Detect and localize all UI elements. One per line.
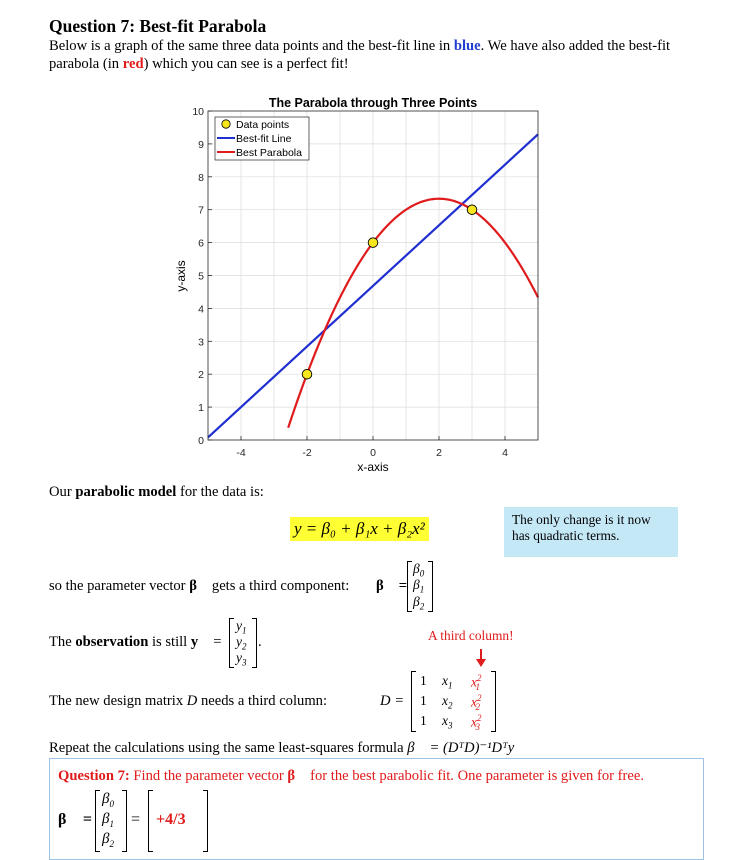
y-tick-label: 3: [198, 336, 204, 349]
question-title: Question 7: Best-fit Parabola: [49, 16, 267, 36]
answer-entry-0: $\beta_0$: [102, 791, 114, 809]
obs-entry-1: $y_1$: [236, 618, 247, 636]
data-point: [467, 205, 477, 215]
param-entry-2: $\beta_2$: [413, 594, 425, 612]
design-xsq-3: $x^2_3$: [471, 713, 482, 733]
param-sentence: [49, 578, 349, 595]
x-axis-label: x-axis: [357, 460, 389, 474]
y-tick-label: 7: [198, 204, 204, 217]
y-tick-label: 8: [198, 171, 204, 184]
y-tick-label: 0: [198, 435, 204, 447]
design-matrix: [411, 671, 496, 732]
param-text: so the parameter vector: [49, 578, 190, 594]
intro-red-word: red: [122, 56, 144, 72]
answer-entry-2: $\beta_2$: [102, 831, 114, 849]
model-sentence: [49, 484, 264, 501]
design-d: D: [186, 693, 198, 709]
legend-point-marker: [222, 120, 230, 128]
obs-entry-3: $y_3$: [236, 650, 247, 668]
observation-bold: observation: [75, 634, 149, 650]
answer-given-value[interactable]: +4/3: [156, 811, 186, 828]
observation-period: .: [258, 634, 262, 650]
note-box: The only change is it now has quadratic terms.: [504, 507, 678, 557]
design-one-2: 1: [420, 693, 427, 708]
data-point: [302, 369, 312, 379]
design-x-1: $x_1$: [442, 673, 453, 691]
legend-data-points: Data points: [236, 119, 290, 131]
design-lhs: D =: [380, 693, 405, 709]
intro-part1: Below is a graph of the same three data points and the best-fit line in: [49, 38, 454, 54]
param-entry-1: $\beta_1$: [413, 577, 425, 595]
x-tick-label: -4: [236, 447, 246, 459]
best-parabola-curve: [288, 199, 538, 428]
design-x-3: $x_3$: [442, 713, 453, 731]
param-beta: β⃗: [189, 578, 209, 594]
y-axis-label: y-axis: [174, 260, 188, 292]
legend-best-parabola: Best Parabola: [236, 147, 302, 159]
answer-lhs: β⃗ =: [58, 811, 92, 828]
y-tick-label: 4: [198, 303, 204, 316]
param-entry-0: $\beta_0$: [413, 561, 425, 579]
y-tick-label: 5: [198, 270, 204, 283]
param-matrix: [407, 561, 433, 612]
y-tick-label: 9: [198, 138, 204, 151]
x-tick-label: -2: [302, 447, 312, 459]
design-xsq-2: $x^2_2$: [471, 693, 482, 713]
chart-legend: [215, 117, 309, 160]
param-lhs: β⃗ =: [376, 578, 408, 594]
answer-equals: =: [131, 811, 141, 828]
observation-y: y⃗: [190, 634, 210, 650]
model-suffix: for the data is:: [176, 484, 264, 500]
y-tick-label: 6: [198, 237, 204, 250]
intro-blue-word: blue: [453, 38, 481, 54]
design-one-1: 1: [420, 673, 427, 688]
answer-entry-1: $\beta_1$: [102, 811, 114, 829]
model-equation: y = β₀ + β₁x + β₂x²: [290, 517, 429, 541]
chart-title: The Parabola through Three Points: [268, 96, 478, 110]
design-x-2: $x_2$: [442, 693, 453, 711]
answer-value-matrix: [148, 790, 208, 852]
down-arrow-icon: [474, 648, 488, 670]
model-prefix: Our: [49, 484, 76, 500]
third-column-label: A third column!: [428, 628, 514, 643]
param-mid: gets a third component:: [208, 578, 350, 594]
intro-part3: ) which you can see is a perfect fit!: [143, 56, 349, 72]
x-tick-label: 2: [436, 447, 442, 459]
design-xsq-1: $x^2_1$: [471, 673, 482, 693]
question-prompt: Question 7: Find the parameter vector β⃗ for the best parabolic fit. One parameter is given for free.: [58, 768, 644, 784]
repeat-formula: β⃗ = (DᵀD)⁻¹Dᵀy⃗: [407, 740, 526, 756]
design-one-3: 1: [420, 713, 427, 728]
answer-beta-matrix: [95, 790, 127, 852]
obs-entry-2: $y_2$: [236, 634, 247, 652]
observation-matrix: [229, 618, 257, 668]
model-bold: parabolic model: [75, 484, 177, 500]
x-tick-label: 4: [502, 447, 508, 459]
parabola-chart: [165, 88, 555, 483]
intro-paragraph: [49, 37, 709, 73]
data-point: [368, 238, 378, 248]
observation-sentence: The observation is still y⃗ =: [49, 634, 222, 650]
design-sentence: The new design matrix D needs a third column:: [49, 693, 328, 709]
y-tick-label: 2: [198, 369, 204, 382]
x-tick-label: 0: [370, 447, 376, 459]
repeat-sentence: Repeat the calculations using the same least-squares formula β⃗ = (DᵀD)⁻¹Dᵀy⃗: [49, 740, 526, 756]
intro-part2: . We have also added the best-fit parabola (in: [49, 38, 671, 72]
legend-best-fit-line: Best-fit Line: [236, 133, 292, 145]
y-tick-label: 1: [198, 402, 204, 415]
y-tick-label: 10: [192, 106, 204, 118]
